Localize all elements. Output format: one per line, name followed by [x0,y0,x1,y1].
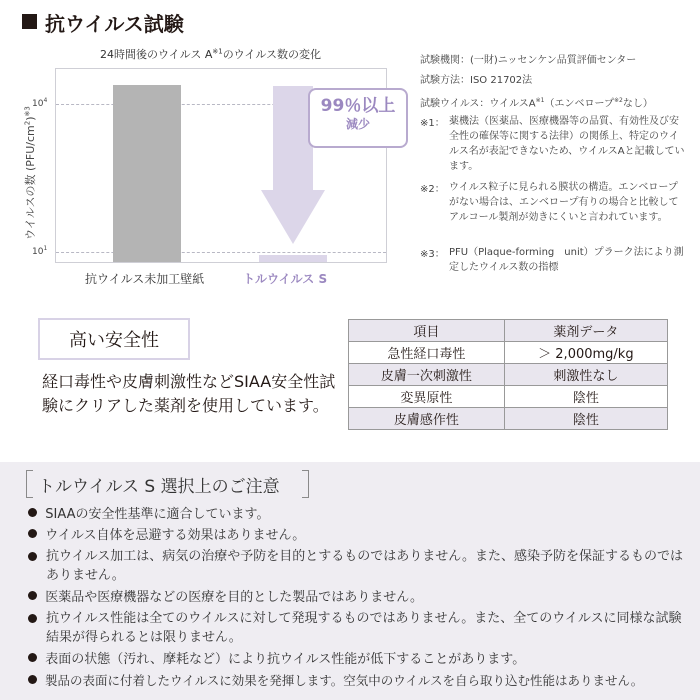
y-tick-bottom: $10^1$ [32,245,48,257]
caution-item: ウイルス自体を忌避する効果はありません。 [28,526,688,545]
table-header-row [349,320,668,342]
footnote-text-3: PFU（Plaque-forming unit）プラーク法により測定したウイルス数の指標 [449,247,684,273]
table-cell: 皮膚感作性 [349,408,505,430]
bullet-icon [28,591,37,600]
footnote-mark-3: ※3： [420,249,445,260]
x-label-untreated: 抗ウイルス未加工壁紙 [85,272,205,286]
y-axis-label: ウイルスの数 $(PFU/cm^2)^{※3}$ [23,106,37,240]
footnote-mark-2: ※2： [420,184,445,195]
bar-toruvirus [259,255,327,262]
bullet-icon [28,653,37,662]
table-row [349,386,668,408]
bullet-icon [28,552,37,561]
caution-item: 抗ウイルス性能は全てのウイルスに対して発現するものではありません。また、全てのウイルスに同様な試験結果が得られるとは限りません。 [28,609,688,647]
table-cell: 皮膚一次刺激性 [349,364,505,386]
cautions-title: トルウイルス S 選択上のご注意 [38,477,280,497]
table-cell: 陰性 [504,408,667,430]
bullet-icon [28,675,37,684]
table-row [349,342,668,364]
footnote-text-2: ウイルス粒子に見られる膜状の構造。エンベロープがない場合は、エンベロープ有りの場合と比較してアルコール製剤が効きにくいと言われています。 [449,182,679,223]
reduction-callout [308,88,408,148]
safety-description: 経口毒性や皮膚刺激性などSIAA安全性試験にクリアした薬剤を使用しています。 [42,372,336,415]
table-header-cell: 薬剤データ [504,320,667,342]
table-row [349,408,668,430]
test-org: 試験機関：(一財)ニッセンケン品質評価センター [420,55,637,66]
table-cell: ＞ 2,000mg/kg [504,342,667,364]
bracket-left-icon [26,470,33,498]
footnote-text-1: 薬機法（医薬品、医療機器等の品質、有効性及び安全性の確保等に関する法律）の関係上、特定のウイルス名が表記できないため、ウイルスAと記載しています。 [449,116,685,172]
table-row [349,364,668,386]
safety-heading: 高い安全性 [38,318,190,360]
test-method: 試験方法：ISO 21702法 [420,75,533,86]
caution-item: 医薬品や医療機器などの医療を目的とした製品ではありません。 [28,588,688,607]
footnote-mark-1: ※1： [420,118,445,129]
caution-item: 製品の表面に付着したウイルスに効果を発揮します。空気中のウイルスを自ら取り込む性能はありません。 [28,671,698,690]
bullet-icon [28,529,37,538]
bullet-icon [28,614,37,623]
table-cell: 刺激性なし [504,364,667,386]
page-title: 抗ウイルス試験 [45,12,184,36]
table-cell: 陰性 [504,386,667,408]
table-cell: 急性経口毒性 [349,342,505,364]
caution-item: 表面の状態（汚れ、摩耗など）により抗ウイルス性能が低下することがあります。 [28,650,688,669]
safety-data-table [348,319,668,430]
caution-item: SIAAの安全性基準に適合しています。 [28,505,688,524]
y-tick-top: $10^4$ [32,97,48,109]
table-header-cell: 項目 [349,320,505,342]
x-label-toruvirus: トルウイルス S [243,272,328,286]
callout-percentage: 99％以上 [320,96,396,116]
table-cell: 変異原性 [349,386,505,408]
caution-item: 抗ウイルス加工は、病気の治療や予防を目的とするものではありません。また、感染予防を保証するものではありません。 [28,547,688,585]
callout-reduction: 減少 [345,117,370,131]
chart-title: 24時間後のウイルス $A^{※1}$のウイルス数の変化 [100,47,322,61]
bracket-right-icon [302,470,309,498]
bullet-icon [28,508,37,517]
test-virus: 試験ウイルス：ウイルス$A^{※1}$（エンベロープ$^{※2}$なし） [420,97,653,110]
